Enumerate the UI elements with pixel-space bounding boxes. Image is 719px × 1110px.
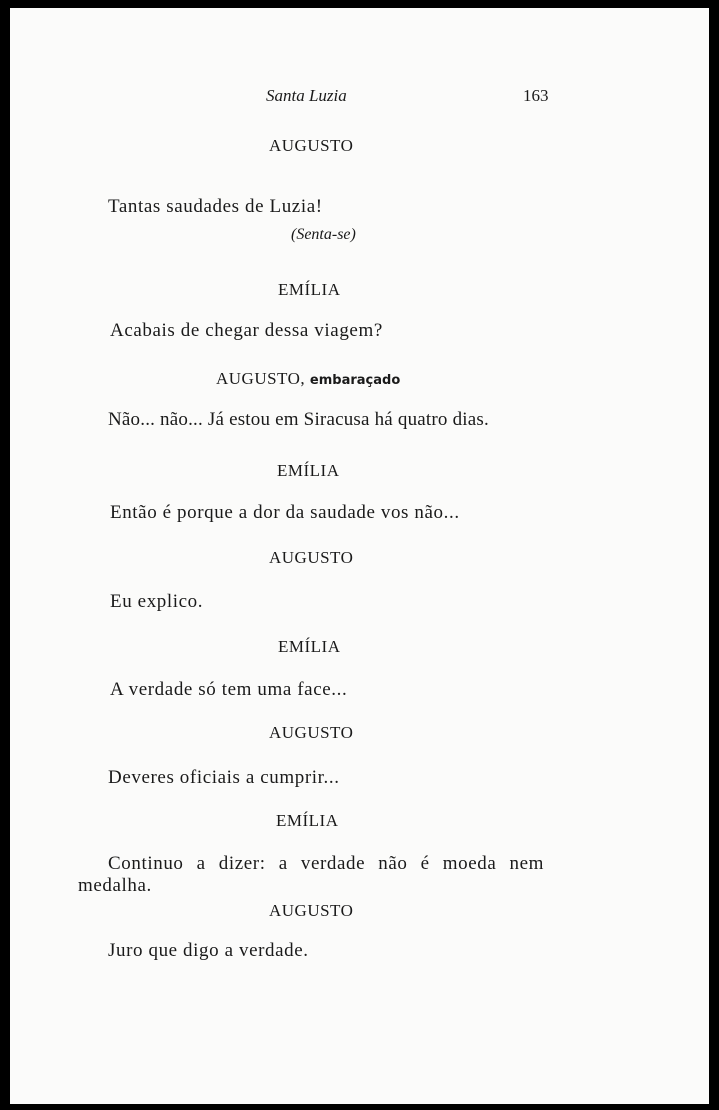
speaker-name: EMÍLIA [276, 811, 339, 830]
dialogue-line: Acabais de chegar dessa viagem? [110, 320, 383, 341]
running-header-title: Santa Luzia [266, 86, 347, 105]
speaker-name: AUGUSTO [269, 901, 354, 920]
speaker-name: EMÍLIA [278, 637, 341, 656]
dialogue-line: Então é porque a dor da saudade vos não... [110, 502, 460, 523]
dialogue-line-continuation: medalha. [78, 875, 152, 896]
dialogue-line: A verdade só tem uma face... [110, 679, 348, 700]
dialogue-line: Juro que digo a verdade. [108, 940, 309, 961]
dialogue-line: Eu explico. [110, 591, 204, 612]
stage-direction: (Senta-se) [291, 226, 356, 243]
speaker-name: AUGUSTO [269, 136, 354, 155]
speaker-direction: embaraçado [309, 373, 401, 388]
speaker-name: EMÍLIA [277, 461, 340, 480]
dialogue-line: Continuo a dizer: a verdade não é moeda nem [108, 853, 544, 874]
speaker-with-direction [216, 369, 400, 389]
dialogue-line: Tantas saudades de Luzia! [108, 196, 323, 217]
dialogue-line: Não... não... Já estou em Siracusa há quatro dias. [108, 409, 489, 430]
dialogue-line: Deveres oficiais a cumprir... [108, 767, 340, 788]
speaker-name: EMÍLIA [278, 280, 341, 299]
speaker-name: AUGUSTO [269, 723, 354, 742]
speaker-name: AUGUSTO, [216, 369, 306, 388]
speaker-name: AUGUSTO [269, 548, 354, 567]
page-number: 163 [523, 86, 549, 105]
book-page [10, 8, 709, 1104]
